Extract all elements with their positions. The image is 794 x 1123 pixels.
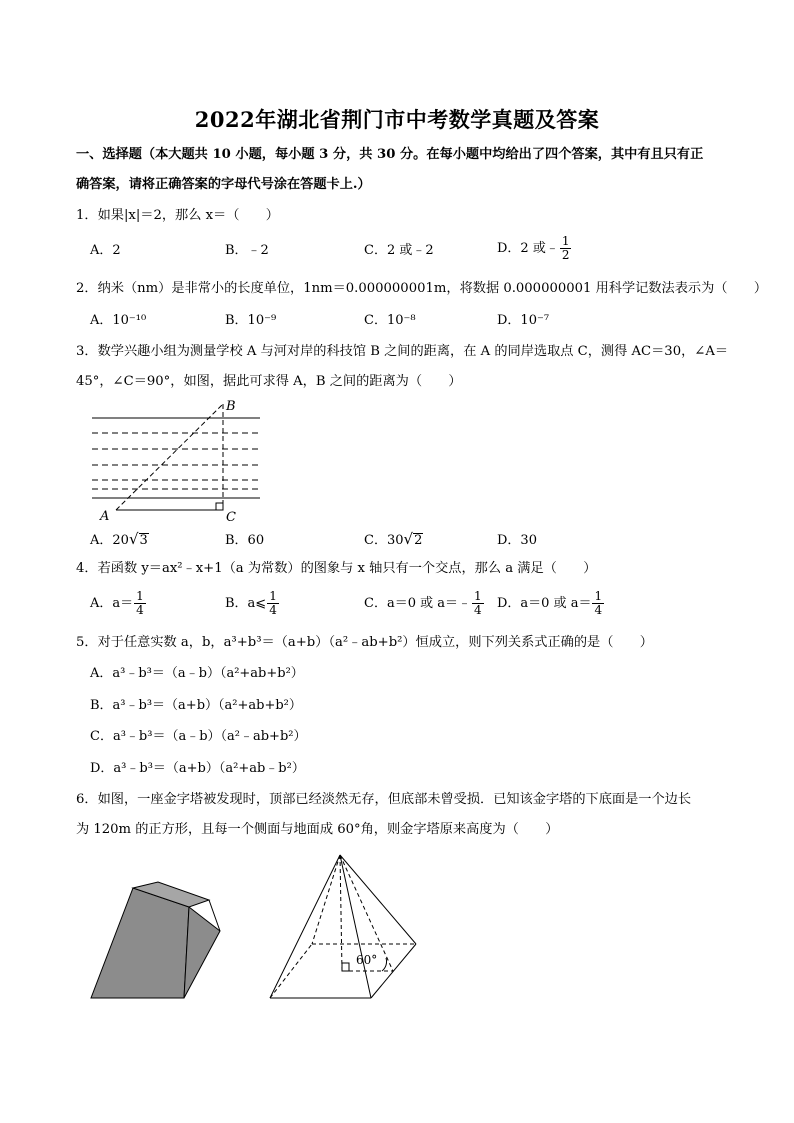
point-label-a: A — [100, 509, 110, 524]
page-title: 2022年湖北省荆门市中考数学真题及答案 — [194, 107, 600, 132]
q3-option-c — [364, 530, 423, 550]
sqrt-sign-icon: √ — [403, 530, 414, 548]
q1-option-b: B．﹣2 — [225, 243, 269, 258]
q2-option-a: A．10⁻¹⁰ — [90, 313, 147, 328]
angle-label: 60° — [356, 953, 378, 967]
point-label-c: C — [226, 510, 236, 525]
q4-option-c-fraction: $\frac{1}{4}$ — [473, 589, 482, 617]
q6-stem-line1: 6．如图，一座金字塔被发现时，顶部已经淡然无存，但底部未曾受损．已知该金字塔的下底面是一个边长 — [76, 792, 692, 807]
q1-stem: 1．如果|x|＝2，那么 x＝（ ） — [76, 208, 279, 223]
q4-option-d-fraction: $\frac{1}{4}$ — [594, 589, 603, 617]
q3-option-c-radicand: 2 — [414, 533, 423, 548]
q3-option-c-prefix: C．30 — [364, 533, 404, 548]
right-angle-mark — [216, 503, 223, 510]
q4-option-d-prefix: D．a＝0 或 a＝ — [497, 596, 592, 611]
truncated-pyramid-figure — [91, 882, 220, 998]
q5-option-b: B．a³﹣b³＝（a+b）（a²+ab+b²） — [90, 698, 302, 713]
q4-option-c — [364, 590, 485, 617]
right-angle-mark — [342, 963, 349, 971]
q5-option-c: C．a³﹣b³＝（a﹣b）（a²﹣ab+b²） — [90, 729, 307, 744]
q3-option-b: B．60 — [225, 533, 265, 548]
q3-option-a-prefix: A．20 — [90, 533, 129, 548]
q4-option-b-prefix: B．a⩽ — [225, 596, 267, 611]
q4-option-a — [90, 590, 147, 617]
section-heading-line1: 一、选择题（本大题共 10 小题，每小题 3 分，共 30 分。在每小题中均给出了四个答案，其中有且只有正 — [76, 147, 704, 162]
section-heading-line2: 确答案，请将正确答案的字母代号涂在答题卡上.） — [76, 177, 371, 192]
q4-option-b-fraction: $\frac{1}{4}$ — [269, 589, 277, 617]
q4-stem: 4．若函数 y＝ax²﹣x+1（a 为常数）的图象与 x 轴只有一个交点，那么 a 满足（ ） — [76, 561, 597, 576]
q3-stem-line2: 45°，∠C＝90°，如图，据此可求得 A，B 之间的距离为（ ） — [76, 374, 462, 389]
q6-pyramid-figures — [88, 850, 428, 1005]
q4-option-a-prefix: A．a＝ — [90, 596, 134, 611]
q1-option-c: C．2 或﹣2 — [364, 243, 434, 258]
q5-option-a: A．a³﹣b³＝（a﹣b）（a²+ab+b²） — [90, 666, 304, 681]
q2-option-d: D．10⁻⁷ — [497, 313, 550, 328]
q5-option-d: D．a³﹣b³＝（a+b）（a²+ab﹣b²） — [90, 761, 305, 776]
q4-option-a-fraction: $\frac{1}{4}$ — [136, 589, 144, 617]
q4-option-b — [225, 590, 280, 617]
q2-option-b: B．10⁻⁹ — [225, 313, 277, 328]
q3-option-d: D．30 — [497, 533, 537, 548]
segment-ab — [116, 404, 223, 510]
q1-option-a: A．2 — [90, 243, 121, 258]
full-pyramid-figure — [270, 855, 416, 998]
q5-stem: 5．对于任意实数 a，b，a³+b³＝（a+b）（a²﹣ab+b²）恒成立，则下列关系式正确的是（ ） — [76, 635, 653, 650]
q3-river-figure — [88, 396, 268, 526]
q3-option-a-radicand: 3 — [139, 533, 148, 548]
sqrt-sign-icon: √ — [128, 530, 139, 548]
q2-stem: 2．纳米（nm）是非常小的长度单位，1nm＝0.000000001m，将数据 0.000000001 用科学记数法表示为（ ） — [76, 281, 768, 296]
q1-option-d-prefix: D．2 或﹣ — [497, 241, 559, 256]
q4-option-c-prefix: C．a＝0 或 a＝﹣ — [364, 596, 471, 611]
point-label-b: B — [226, 399, 236, 414]
q3-stem-line1: 3．数学兴趣小组为测量学校 A 与河对岸的科技馆 B 之间的距离，在 A 的同岸选取点 C，测得 AC＝30，∠A＝ — [76, 344, 729, 359]
q3-option-a — [90, 530, 149, 550]
q4-option-d — [497, 590, 605, 617]
angle-arc — [382, 958, 387, 971]
q2-option-c: C．10⁻⁸ — [364, 313, 416, 328]
q6-stem-line2: 为 120m 的正方形，且每一个侧面与地面成 60°角，则金字塔原来高度为（ ） — [76, 822, 559, 837]
q1-option-d — [497, 235, 572, 262]
q1-option-d-fraction: $\frac{1}{2}$ — [561, 234, 570, 262]
